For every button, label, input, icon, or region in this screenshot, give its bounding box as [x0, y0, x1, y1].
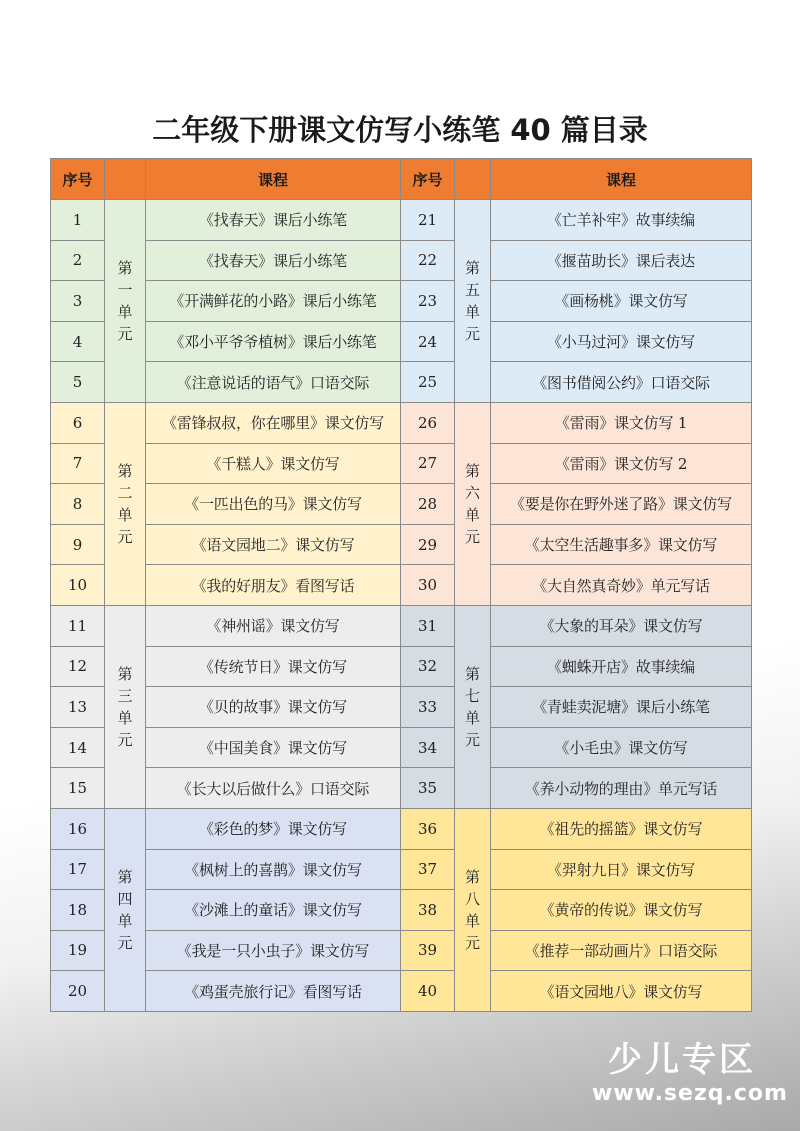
table-row [51, 971, 752, 1012]
row-num: 15 [51, 768, 105, 809]
table-row [51, 524, 752, 565]
table-row [51, 768, 752, 809]
course-title: 《揠苗助长》课后表达 [491, 240, 752, 281]
header-num-right: 序号 [401, 159, 455, 200]
course-title: 《图书借阅公约》口语交际 [491, 362, 752, 403]
course-title: 《黄帝的传说》课文仿写 [491, 890, 752, 931]
row-num: 38 [401, 890, 455, 931]
course-title: 《画杨桃》课文仿写 [491, 281, 752, 322]
row-num: 1 [51, 200, 105, 241]
course-title: 《祖先的摇篮》课文仿写 [491, 808, 752, 849]
watermark-logo [592, 1040, 788, 1108]
course-title: 《小马过河》课文仿写 [491, 321, 752, 362]
header-unit-right [455, 159, 491, 200]
course-title: 《开满鲜花的小路》课后小练笔 [146, 281, 401, 322]
table-row [51, 200, 752, 241]
table-row [51, 930, 752, 971]
unit-label-right: 第 八 单 元 [455, 808, 491, 1011]
watermark-text: 少儿专区 [608, 1040, 756, 1080]
row-num: 10 [51, 565, 105, 606]
row-num: 17 [51, 849, 105, 890]
row-num: 5 [51, 362, 105, 403]
row-num: 36 [401, 808, 455, 849]
row-num: 22 [401, 240, 455, 281]
row-num: 6 [51, 402, 105, 443]
row-num: 23 [401, 281, 455, 322]
row-num: 13 [51, 687, 105, 728]
course-title: 《彩色的梦》课文仿写 [146, 808, 401, 849]
course-title: 《枫树上的喜鹊》课文仿写 [146, 849, 401, 890]
row-num: 20 [51, 971, 105, 1012]
row-num: 18 [51, 890, 105, 931]
unit-label-right: 第 六 单 元 [455, 402, 491, 605]
row-num: 24 [401, 321, 455, 362]
table-row [51, 402, 752, 443]
table-row [51, 727, 752, 768]
course-title: 《太空生活趣事多》课文仿写 [491, 524, 752, 565]
row-num: 37 [401, 849, 455, 890]
row-num: 39 [401, 930, 455, 971]
table-row [51, 321, 752, 362]
unit-label-left: 第 三 单 元 [105, 605, 146, 808]
table-row [51, 443, 752, 484]
row-num: 16 [51, 808, 105, 849]
table-row [51, 605, 752, 646]
table-row [51, 240, 752, 281]
toc-table [50, 158, 752, 1012]
row-num: 34 [401, 727, 455, 768]
course-title: 《语文园地二》课文仿写 [146, 524, 401, 565]
course-title: 《一匹出色的马》课文仿写 [146, 484, 401, 525]
course-title: 《我的好朋友》看图写话 [146, 565, 401, 606]
row-num: 33 [401, 687, 455, 728]
row-num: 7 [51, 443, 105, 484]
course-title: 《羿射九日》课文仿写 [491, 849, 752, 890]
row-num: 27 [401, 443, 455, 484]
course-title: 《语文园地八》课文仿写 [491, 971, 752, 1012]
course-title: 《小毛虫》课文仿写 [491, 727, 752, 768]
course-title: 《雷雨》课文仿写 2 [491, 443, 752, 484]
table-row [51, 849, 752, 890]
row-num: 9 [51, 524, 105, 565]
course-title: 《鸡蛋壳旅行记》看图写话 [146, 971, 401, 1012]
row-num: 31 [401, 605, 455, 646]
table-row [51, 646, 752, 687]
row-num: 14 [51, 727, 105, 768]
course-title: 《推荐一部动画片》口语交际 [491, 930, 752, 971]
course-title: 《传统节日》课文仿写 [146, 646, 401, 687]
table-row [51, 808, 752, 849]
row-num: 25 [401, 362, 455, 403]
unit-label-left: 第 四 单 元 [105, 808, 146, 1011]
header-unit-left [105, 159, 146, 200]
course-title: 《我是一只小虫子》课文仿写 [146, 930, 401, 971]
row-num: 26 [401, 402, 455, 443]
course-title: 《大象的耳朵》课文仿写 [491, 605, 752, 646]
course-title: 《养小动物的理由》单元写话 [491, 768, 752, 809]
row-num: 19 [51, 930, 105, 971]
page-title: 二年级下册课文仿写小练笔 40 篇目录 [152, 113, 648, 147]
unit-label-left: 第 二 单 元 [105, 402, 146, 605]
unit-label-right: 第 七 单 元 [455, 605, 491, 808]
table-row [51, 890, 752, 931]
course-title: 《大自然真奇妙》单元写话 [491, 565, 752, 606]
row-num: 32 [401, 646, 455, 687]
course-title: 《沙滩上的童话》课文仿写 [146, 890, 401, 931]
row-num: 12 [51, 646, 105, 687]
unit-label-right: 第 五 单 元 [455, 200, 491, 403]
course-title: 《雷雨》课文仿写 1 [491, 402, 752, 443]
row-num: 3 [51, 281, 105, 322]
row-num: 4 [51, 321, 105, 362]
table-row [51, 281, 752, 322]
row-num: 11 [51, 605, 105, 646]
row-num: 2 [51, 240, 105, 281]
row-num: 21 [401, 200, 455, 241]
watermark-url: www.sezq.com [592, 1081, 788, 1106]
row-num: 40 [401, 971, 455, 1012]
toc-body [51, 200, 752, 1012]
header-row [51, 159, 752, 200]
table-row [51, 484, 752, 525]
row-num: 28 [401, 484, 455, 525]
header-num-left: 序号 [51, 159, 105, 200]
course-title: 《邓小平爷爷植树》课后小练笔 [146, 321, 401, 362]
row-num: 8 [51, 484, 105, 525]
course-title: 《注意说话的语气》口语交际 [146, 362, 401, 403]
course-title: 《中国美食》课文仿写 [146, 727, 401, 768]
table-row [51, 362, 752, 403]
course-title: 《蜘蛛开店》故事续编 [491, 646, 752, 687]
course-title: 《贝的故事》课文仿写 [146, 687, 401, 728]
course-title: 《雷锋叔叔，你在哪里》课文仿写 [146, 402, 401, 443]
course-title: 《长大以后做什么》口语交际 [146, 768, 401, 809]
course-title: 《千糕人》课文仿写 [146, 443, 401, 484]
course-title: 《青蛙卖泥塘》课后小练笔 [491, 687, 752, 728]
course-title: 《要是你在野外迷了路》课文仿写 [491, 484, 752, 525]
row-num: 35 [401, 768, 455, 809]
unit-label-left: 第 一 单 元 [105, 200, 146, 403]
row-num: 29 [401, 524, 455, 565]
header-course-left: 课程 [146, 159, 401, 200]
course-title: 《亡羊补牢》故事续编 [491, 200, 752, 241]
table-row [51, 565, 752, 606]
course-title: 《神州谣》课文仿写 [146, 605, 401, 646]
row-num: 30 [401, 565, 455, 606]
course-title: 《找春天》课后小练笔 [146, 240, 401, 281]
course-title: 《找春天》课后小练笔 [146, 200, 401, 241]
header-course-right: 课程 [491, 159, 752, 200]
table-row [51, 687, 752, 728]
